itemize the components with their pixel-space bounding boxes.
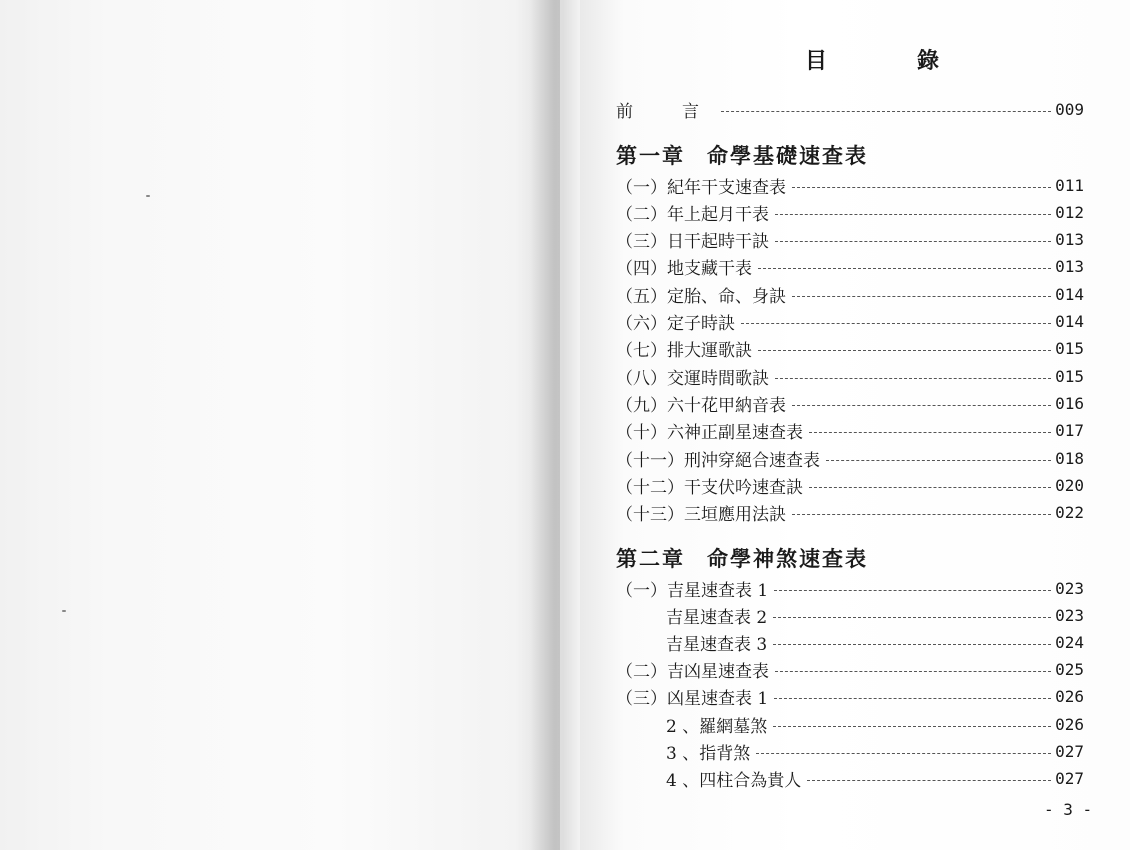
entry-number: （一） [616, 177, 667, 198]
chapter-number: 第二章 [616, 546, 685, 571]
entry-label: 地支藏干表 [667, 259, 752, 280]
chapter-title: 命學神煞速查表 [707, 546, 868, 571]
chapter-heading [616, 543, 868, 573]
entry-number: （二） [616, 204, 667, 225]
entry-page-number: 020 [1055, 475, 1084, 495]
entry-page-number: 013 [1055, 230, 1084, 250]
entry-number: （四） [616, 259, 667, 280]
toc-entry[interactable] [616, 602, 1084, 628]
entry-number: （十） [616, 423, 667, 444]
entry-page-number: 018 [1055, 448, 1084, 468]
entry-number: （六） [616, 314, 667, 334]
chapter-number: 第一章 [616, 143, 685, 168]
entry-page-number: 016 [1055, 393, 1084, 413]
dot-leader [807, 780, 1051, 781]
entry-label: 定胎、命、身訣 [667, 286, 786, 307]
entry-label: 3 、指背煞 [666, 743, 751, 764]
entry-number: （八） [616, 368, 667, 389]
entry-number: （一） [616, 580, 667, 601]
entry-page-number: 026 [1055, 714, 1084, 734]
entry-label: 日干起時干訣 [667, 232, 769, 253]
entry-page-number: 012 [1055, 202, 1084, 222]
toc-entry[interactable] [616, 172, 1084, 198]
entry-label: 前 言 [616, 101, 715, 122]
entry-page-number: 026 [1055, 687, 1084, 707]
entry-page-number: 027 [1055, 741, 1084, 761]
entry-page-number: 022 [1055, 503, 1084, 523]
entry-page-number: 024 [1055, 632, 1084, 652]
entry-page-number: 013 [1055, 257, 1084, 277]
entry-page-number: 023 [1055, 578, 1084, 598]
entry-label: 吉星速查表 1 [667, 580, 769, 601]
entry-label: 定子時訣 [667, 314, 735, 334]
entry-number: （七） [616, 341, 667, 362]
entry-label: 干支伏吟速查訣 [684, 477, 803, 498]
entry-number: （三） [616, 232, 667, 253]
chapter-title: 命學基礎速查表 [707, 143, 868, 168]
toc-entry[interactable] [616, 629, 1084, 655]
entry-label: 六神正副星速查表 [667, 423, 803, 444]
toc-entry[interactable] [616, 227, 1084, 253]
toc-entry-preface[interactable] [616, 96, 1084, 122]
toc-entry[interactable] [616, 575, 1084, 601]
dot-leader [773, 726, 1051, 727]
entry-label: 吉凶星速查表 [667, 662, 769, 683]
dot-leader [741, 323, 1051, 324]
toc-entry[interactable] [616, 500, 1084, 526]
entry-label: 吉星速查表 2 [666, 607, 768, 628]
dot-leader [758, 350, 1051, 351]
entry-label: 交運時間歌訣 [667, 368, 769, 389]
entry-label: 六十花甲納音表 [667, 395, 786, 416]
toc-entry[interactable] [616, 254, 1084, 280]
dot-leader [792, 514, 1051, 515]
toc-entry[interactable] [616, 445, 1084, 471]
entry-label: 排大運歌訣 [667, 341, 752, 362]
dot-leader [721, 111, 1051, 112]
entry-page-number: 014 [1055, 312, 1084, 331]
dot-leader [775, 671, 1051, 672]
entry-number: （二） [616, 662, 667, 683]
toc-entry[interactable] [616, 684, 1084, 710]
dot-leader [809, 487, 1051, 488]
entry-label: 三垣應用法訣 [684, 505, 786, 526]
entry-page-number: 015 [1055, 339, 1084, 359]
chapter-heading [616, 140, 868, 170]
toc-entry[interactable] [616, 418, 1084, 444]
dot-leader [809, 432, 1051, 433]
entry-page-number: 011 [1055, 175, 1084, 195]
entry-label: 刑沖穿絕合速查表 [684, 450, 820, 471]
entry-page-number: 017 [1055, 421, 1084, 441]
entry-page-number: 015 [1055, 366, 1084, 386]
toc-entry[interactable] [616, 390, 1084, 416]
scan-speck [62, 610, 66, 612]
scan-speck [146, 195, 150, 197]
toc-entry[interactable] [616, 363, 1084, 389]
toc-entry[interactable] [616, 336, 1084, 362]
entry-number: （九） [616, 395, 667, 416]
entry-page-number: 025 [1055, 660, 1084, 680]
entry-number: （十二） [616, 477, 684, 498]
toc-entry[interactable] [616, 738, 1084, 764]
dot-leader [826, 460, 1051, 461]
entry-label: 年上起月干表 [667, 204, 769, 225]
entry-number: （三） [616, 689, 667, 710]
entry-page-number: 023 [1055, 605, 1084, 625]
dot-leader [792, 187, 1051, 188]
dot-leader [773, 644, 1051, 645]
toc-entry[interactable] [616, 711, 1084, 737]
dot-leader [774, 590, 1051, 591]
entry-label: 凶星速查表 1 [667, 689, 769, 710]
dot-leader [792, 405, 1051, 406]
entry-label: 吉星速查表 3 [666, 634, 768, 655]
entry-number: （五） [616, 286, 667, 307]
dot-leader [756, 753, 1051, 754]
dot-leader [775, 241, 1051, 242]
page-number-footer: - 3 - [1044, 800, 1093, 819]
entry-label: 紀年干支速查表 [667, 177, 786, 198]
left-page-blank [0, 0, 560, 850]
toc-entry[interactable] [616, 309, 1084, 335]
toc-entry[interactable] [616, 281, 1084, 307]
entry-page-number: 009 [1055, 99, 1084, 119]
toc-entry[interactable] [616, 199, 1084, 225]
dot-leader [775, 378, 1051, 379]
toc-entry[interactable] [616, 472, 1084, 498]
dot-leader [758, 268, 1051, 269]
entry-label: 4 、四柱合為貴人 [666, 770, 802, 791]
dot-leader [773, 617, 1051, 618]
dot-leader [774, 698, 1051, 699]
entry-page-number: 014 [1055, 284, 1084, 304]
entry-page-number: 027 [1055, 768, 1084, 788]
entry-label: 2 、羅網墓煞 [666, 716, 768, 737]
entry-number: （十一） [616, 450, 684, 471]
toc-entry[interactable] [616, 765, 1084, 791]
entry-number: （十三） [616, 505, 684, 526]
toc-entry[interactable] [616, 657, 1084, 683]
dot-leader [792, 296, 1051, 297]
dot-leader [775, 214, 1051, 215]
toc-title: 目 錄 [805, 48, 974, 74]
